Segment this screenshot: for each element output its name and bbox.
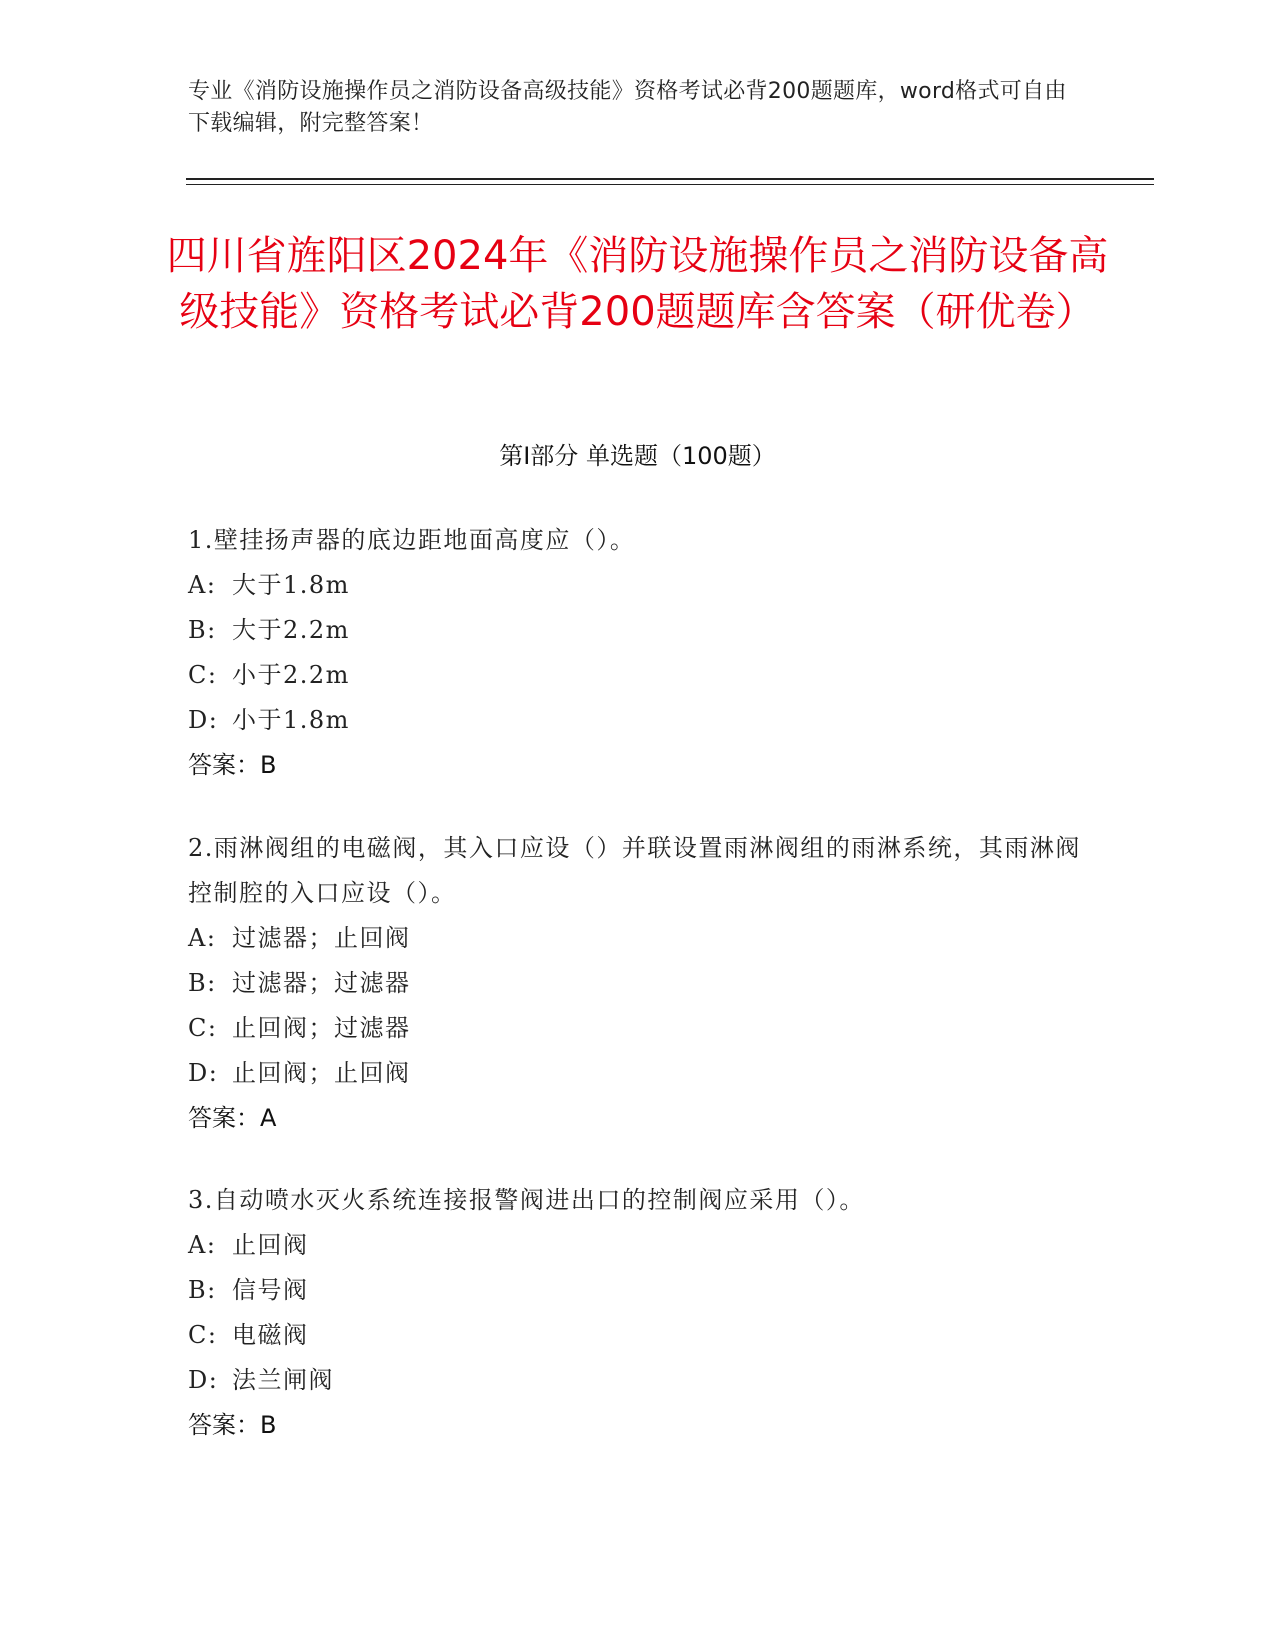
- question-stem: 2.雨淋阀组的电磁阀，其入口应设（）并联设置雨淋阀组的雨淋系统，其雨淋阀控制腔的入口应设（）。: [188, 834, 1081, 907]
- option-letter: D:: [188, 1366, 219, 1394]
- header-note: 专业《消防设施操作员之消防设备高级技能》资格考试必背200题题库，word格式可自由下载编辑，附完整答案！: [188, 79, 1067, 136]
- option-text: 过滤器；止回阀: [232, 924, 411, 952]
- option-c: [188, 653, 1088, 698]
- document-title: 四川省旌阳区2024年《消防设施操作员之消防设备高级技能》资格考试必背200题题库含答案（研优卷）: [166, 233, 1109, 335]
- option-letter: C:: [188, 1321, 218, 1349]
- option-text: 电磁阀: [232, 1321, 309, 1349]
- option-text: 止回阀；止回阀: [232, 1059, 411, 1087]
- option-letter: B:: [188, 1276, 217, 1304]
- option-text: 过滤器；过滤器: [232, 969, 411, 997]
- option-d: [188, 1051, 1088, 1096]
- option-text: 信号阀: [232, 1276, 309, 1304]
- option-b: [188, 1268, 1088, 1313]
- option-letter: A:: [188, 924, 217, 952]
- option-text: 小于2.2m: [232, 661, 350, 689]
- option-letter: B:: [188, 969, 217, 997]
- answer: 答案：B: [188, 751, 277, 779]
- option-c: [188, 1313, 1088, 1358]
- option-b: [188, 608, 1088, 653]
- option-text: 止回阀: [232, 1231, 309, 1259]
- header-divider-thick: [186, 178, 1154, 180]
- answer: 答案：A: [188, 1104, 277, 1132]
- question-stem: 3.自动喷水灭火系统连接报警阀进出口的控制阀应采用（）。: [188, 1186, 865, 1214]
- question-3: [188, 1178, 1088, 1448]
- option-text: 法兰闸阀: [232, 1366, 334, 1394]
- answer: 答案：B: [188, 1411, 277, 1439]
- option-a: [188, 563, 1088, 608]
- option-a: [188, 916, 1088, 961]
- option-text: 小于1.8m: [232, 706, 350, 734]
- option-letter: C:: [188, 1014, 218, 1042]
- header-divider-thin: [186, 184, 1154, 185]
- option-text: 大于2.2m: [232, 616, 350, 644]
- option-letter: D:: [188, 1059, 219, 1087]
- section-heading: 第I部分 单选题（100题）: [499, 442, 776, 470]
- option-letter: B:: [188, 616, 217, 644]
- option-c: [188, 1006, 1088, 1051]
- option-d: [188, 698, 1088, 743]
- option-letter: A:: [188, 1231, 217, 1259]
- option-letter: A:: [188, 571, 217, 599]
- question-1: [188, 518, 1088, 788]
- option-letter: D:: [188, 706, 219, 734]
- question-2: [188, 826, 1088, 1141]
- option-text: 止回阀；过滤器: [232, 1014, 411, 1042]
- question-stem: 1.壁挂扬声器的底边距地面高度应（）。: [188, 526, 636, 554]
- option-d: [188, 1358, 1088, 1403]
- option-a: [188, 1223, 1088, 1268]
- option-b: [188, 961, 1088, 1006]
- option-text: 大于1.8m: [232, 571, 350, 599]
- option-letter: C:: [188, 661, 218, 689]
